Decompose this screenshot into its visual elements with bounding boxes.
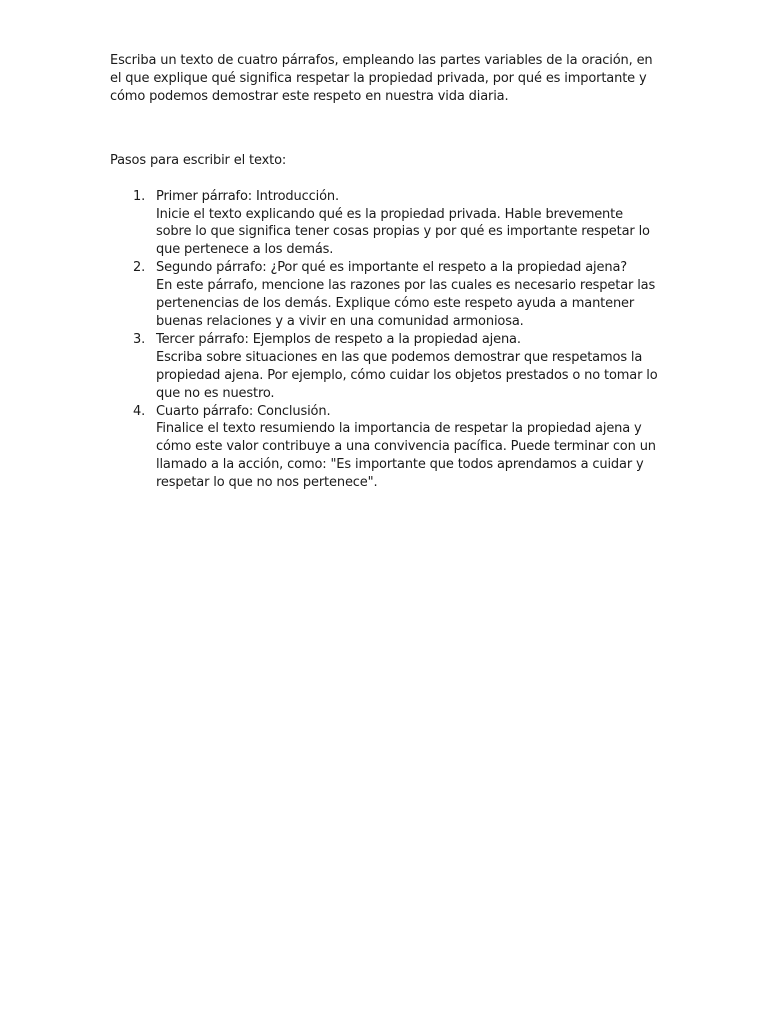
- step-number: 2.: [133, 260, 146, 276]
- document-content: [110, 52, 660, 492]
- step-number: 4.: [133, 403, 146, 419]
- step-title: Cuarto párrafo: Conclusión.: [156, 403, 331, 419]
- step-number: 3.: [133, 331, 146, 347]
- step-body: En este párrafo, mencione las razones por las cuales es necesario respetar las pertenencias de los demás. Explique cómo este respeto ayuda a mantener buenas relaciones y a vivir en una comunidad armoniosa.: [156, 278, 656, 329]
- step-title: Tercer párrafo: Ejemplos de respeto a la propiedad ajena.: [156, 331, 521, 347]
- steps-heading: Pasos para escribir el texto:: [110, 152, 287, 168]
- list-item: [110, 403, 660, 493]
- list-item: [110, 259, 660, 331]
- step-body: Finalice el texto resumiendo la importancia de respetar la propiedad ajena y cómo este valor contribuye a una convivencia pacífica. Puede terminar con un llamado a la acción, como: "Es importante que todos aprendamos a cuidar y respetar lo que no nos pertenece".: [156, 421, 656, 491]
- step-body: Inicie el texto explicando qué es la propiedad privada. Hable brevemente sobre lo que significa tener cosas propias y por qué es importante respetar lo que pertenece a los demás.: [156, 206, 650, 258]
- step-title: Segundo párrafo: ¿Por qué es importante el respeto a la propiedad ajena?: [156, 260, 628, 276]
- intro-paragraph: Escriba un texto de cuatro párrafos, empleando las partes variables de la oración, en el que explique qué significa respetar la propiedad privada, por qué es importante y cómo podemos demostrar este respeto en nuestra vida diaria.: [110, 53, 653, 104]
- steps-list: [110, 188, 660, 492]
- step-number: 1.: [133, 188, 146, 204]
- step-title: Primer párrafo: Introducción.: [156, 188, 339, 204]
- list-item: [110, 331, 660, 403]
- list-item: [110, 188, 660, 260]
- step-body: Escriba sobre situaciones en las que podemos demostrar que respetamos la propiedad ajena. Por ejemplo, cómo cuidar los objetos prestados o no tomar lo que no es nuestro.: [156, 349, 658, 401]
